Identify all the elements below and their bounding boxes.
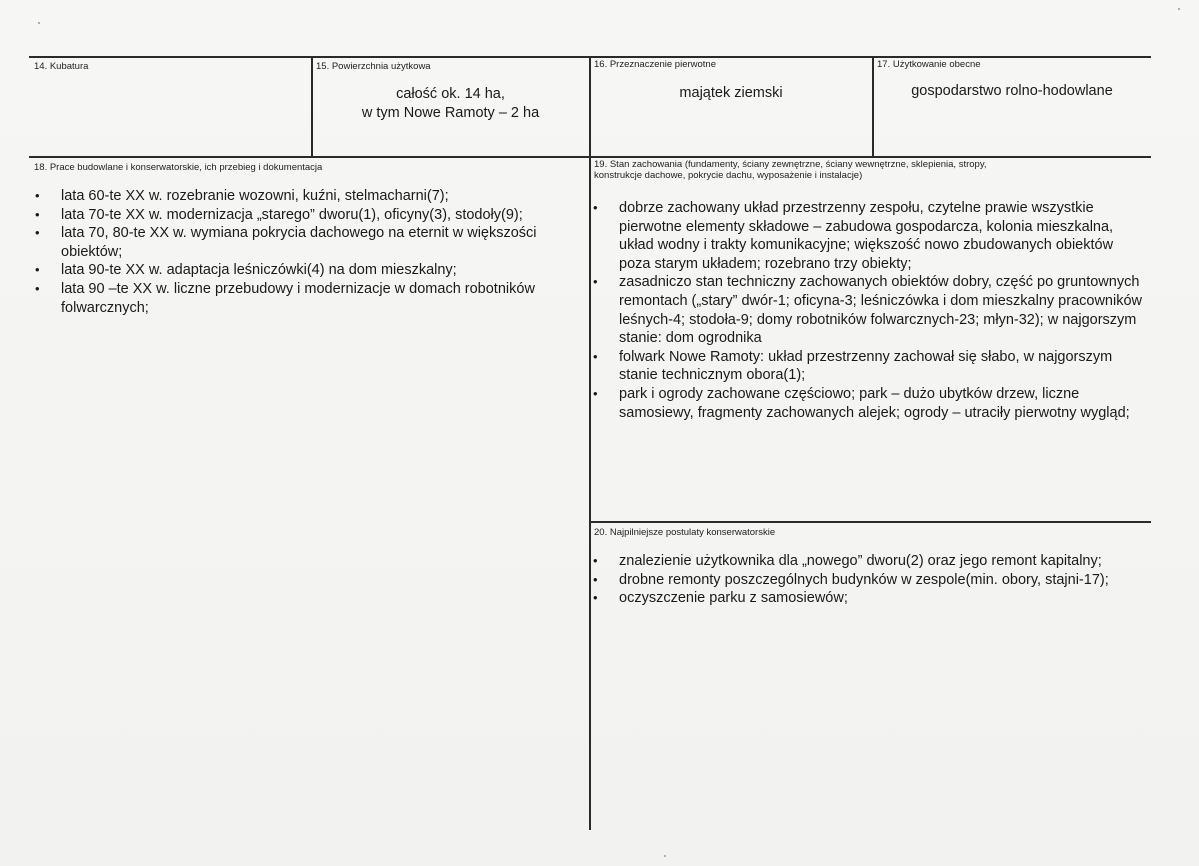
field-15-label: 15. Powierzchnia użytkowa [316,61,431,72]
field-19-label-line2: konstrukcje dachowe, pokrycie dachu, wyposażenie i instalacje) [594,170,863,181]
field-17-label: 17. Użytkowanie obecne [877,59,981,70]
list-item: • lata 70-te XX w. modernizacja „starego” dworu(1), oficyny(3), stodoły(9); [31,206,583,225]
list-item: • drobne remonty poszczególnych budynków w zespole(min. obory, stajni-17); [589,571,1144,590]
field-15-value-line1: całość ok. 14 ha, [396,86,505,102]
field-15-value-line2: w tym Nowe Ramoty – 2 ha [361,105,540,121]
row2-split-border [590,521,1151,523]
field-20-label: 20. Najpilniejsze postulaty konserwatorskie [594,527,776,538]
list-item: • zasadniczo stan techniczny zachowanych obiektów dobry, część po gruntownych remontach („stary” dwór-1; oficyna-3; leśniczówka i dom mieszkalny pracowników leśnych-4; stodoła-9; domy robotników folwarcznych-23; młyn-32); w najgorszym stanie: dom ogrodnika [589,273,1144,347]
field-15-value [312,85,589,123]
list-item: • folwark Nowe Ramoty: układ przestrzenny zachował się słabo, w najgorszym stanie technicznym obora(1); [589,348,1144,385]
list-item: • oczyszczenie parku z samosiewów; [589,589,1144,608]
list-item: • lata 70, 80-te XX w. wymiana pokrycia dachowego na eternit w większości obiektów; [31,224,583,261]
col-divider-3 [872,56,874,157]
list-item: • lata 90-te XX w. adaptacja leśniczówki(4) na dom mieszkalny; [31,261,583,280]
field-19-list [589,199,1144,422]
scan-speck [664,855,666,857]
list-item: • dobrze zachowany układ przestrzenny zespołu, czytelne prawie wszystkie pierwotne elementy składowe – zabudowa gospodarcza, kolonia mieszkalna, układ wodny i trakty komunikacyjne; większość nowo zbudowanych obiektów poza starym układem; rozebrano trzy obiekty; [589,199,1144,273]
field-19-label-line1: 19. Stan zachowania (fundamenty, ściany zewnętrzne, ściany wewnętrzne, sklepienia, stropy, [594,159,987,170]
field-16-label: 16. Przeznaczenie pierwotne [594,59,716,70]
col-divider-2 [589,56,591,830]
field-17-value: gospodarstwo rolno-hodowlane [911,83,1113,99]
list-item: • park i ogrody zachowane częściowo; park – dużo ubytków drzew, liczne samosiewy, fragmenty zachowanych alejek; ogrody – utraciły pierwotny wygląd; [589,385,1144,422]
scan-speck [38,22,40,24]
scan-speck [1178,8,1180,10]
field-14-label: 14. Kubatura [34,61,89,72]
list-item: • lata 90 –te XX w. liczne przebudowy i modernizacje w domach robotników folwarcznych; [31,280,583,317]
list-item: • lata 60-te XX w. rozebranie wozowni, kuźni, stelmacharni(7); [31,187,583,206]
field-19-label [594,159,1144,181]
field-20-list [589,552,1144,608]
field-18-list [31,187,583,317]
field-16-value: majątek ziemski [679,85,783,101]
field-18-label: 18. Prace budowlane i konserwatorskie, ich przebieg i dokumentacja [34,162,323,173]
list-item: • znalezienie użytkownika dla „nowego” dworu(2) oraz jego remont kapitalny; [589,552,1144,571]
